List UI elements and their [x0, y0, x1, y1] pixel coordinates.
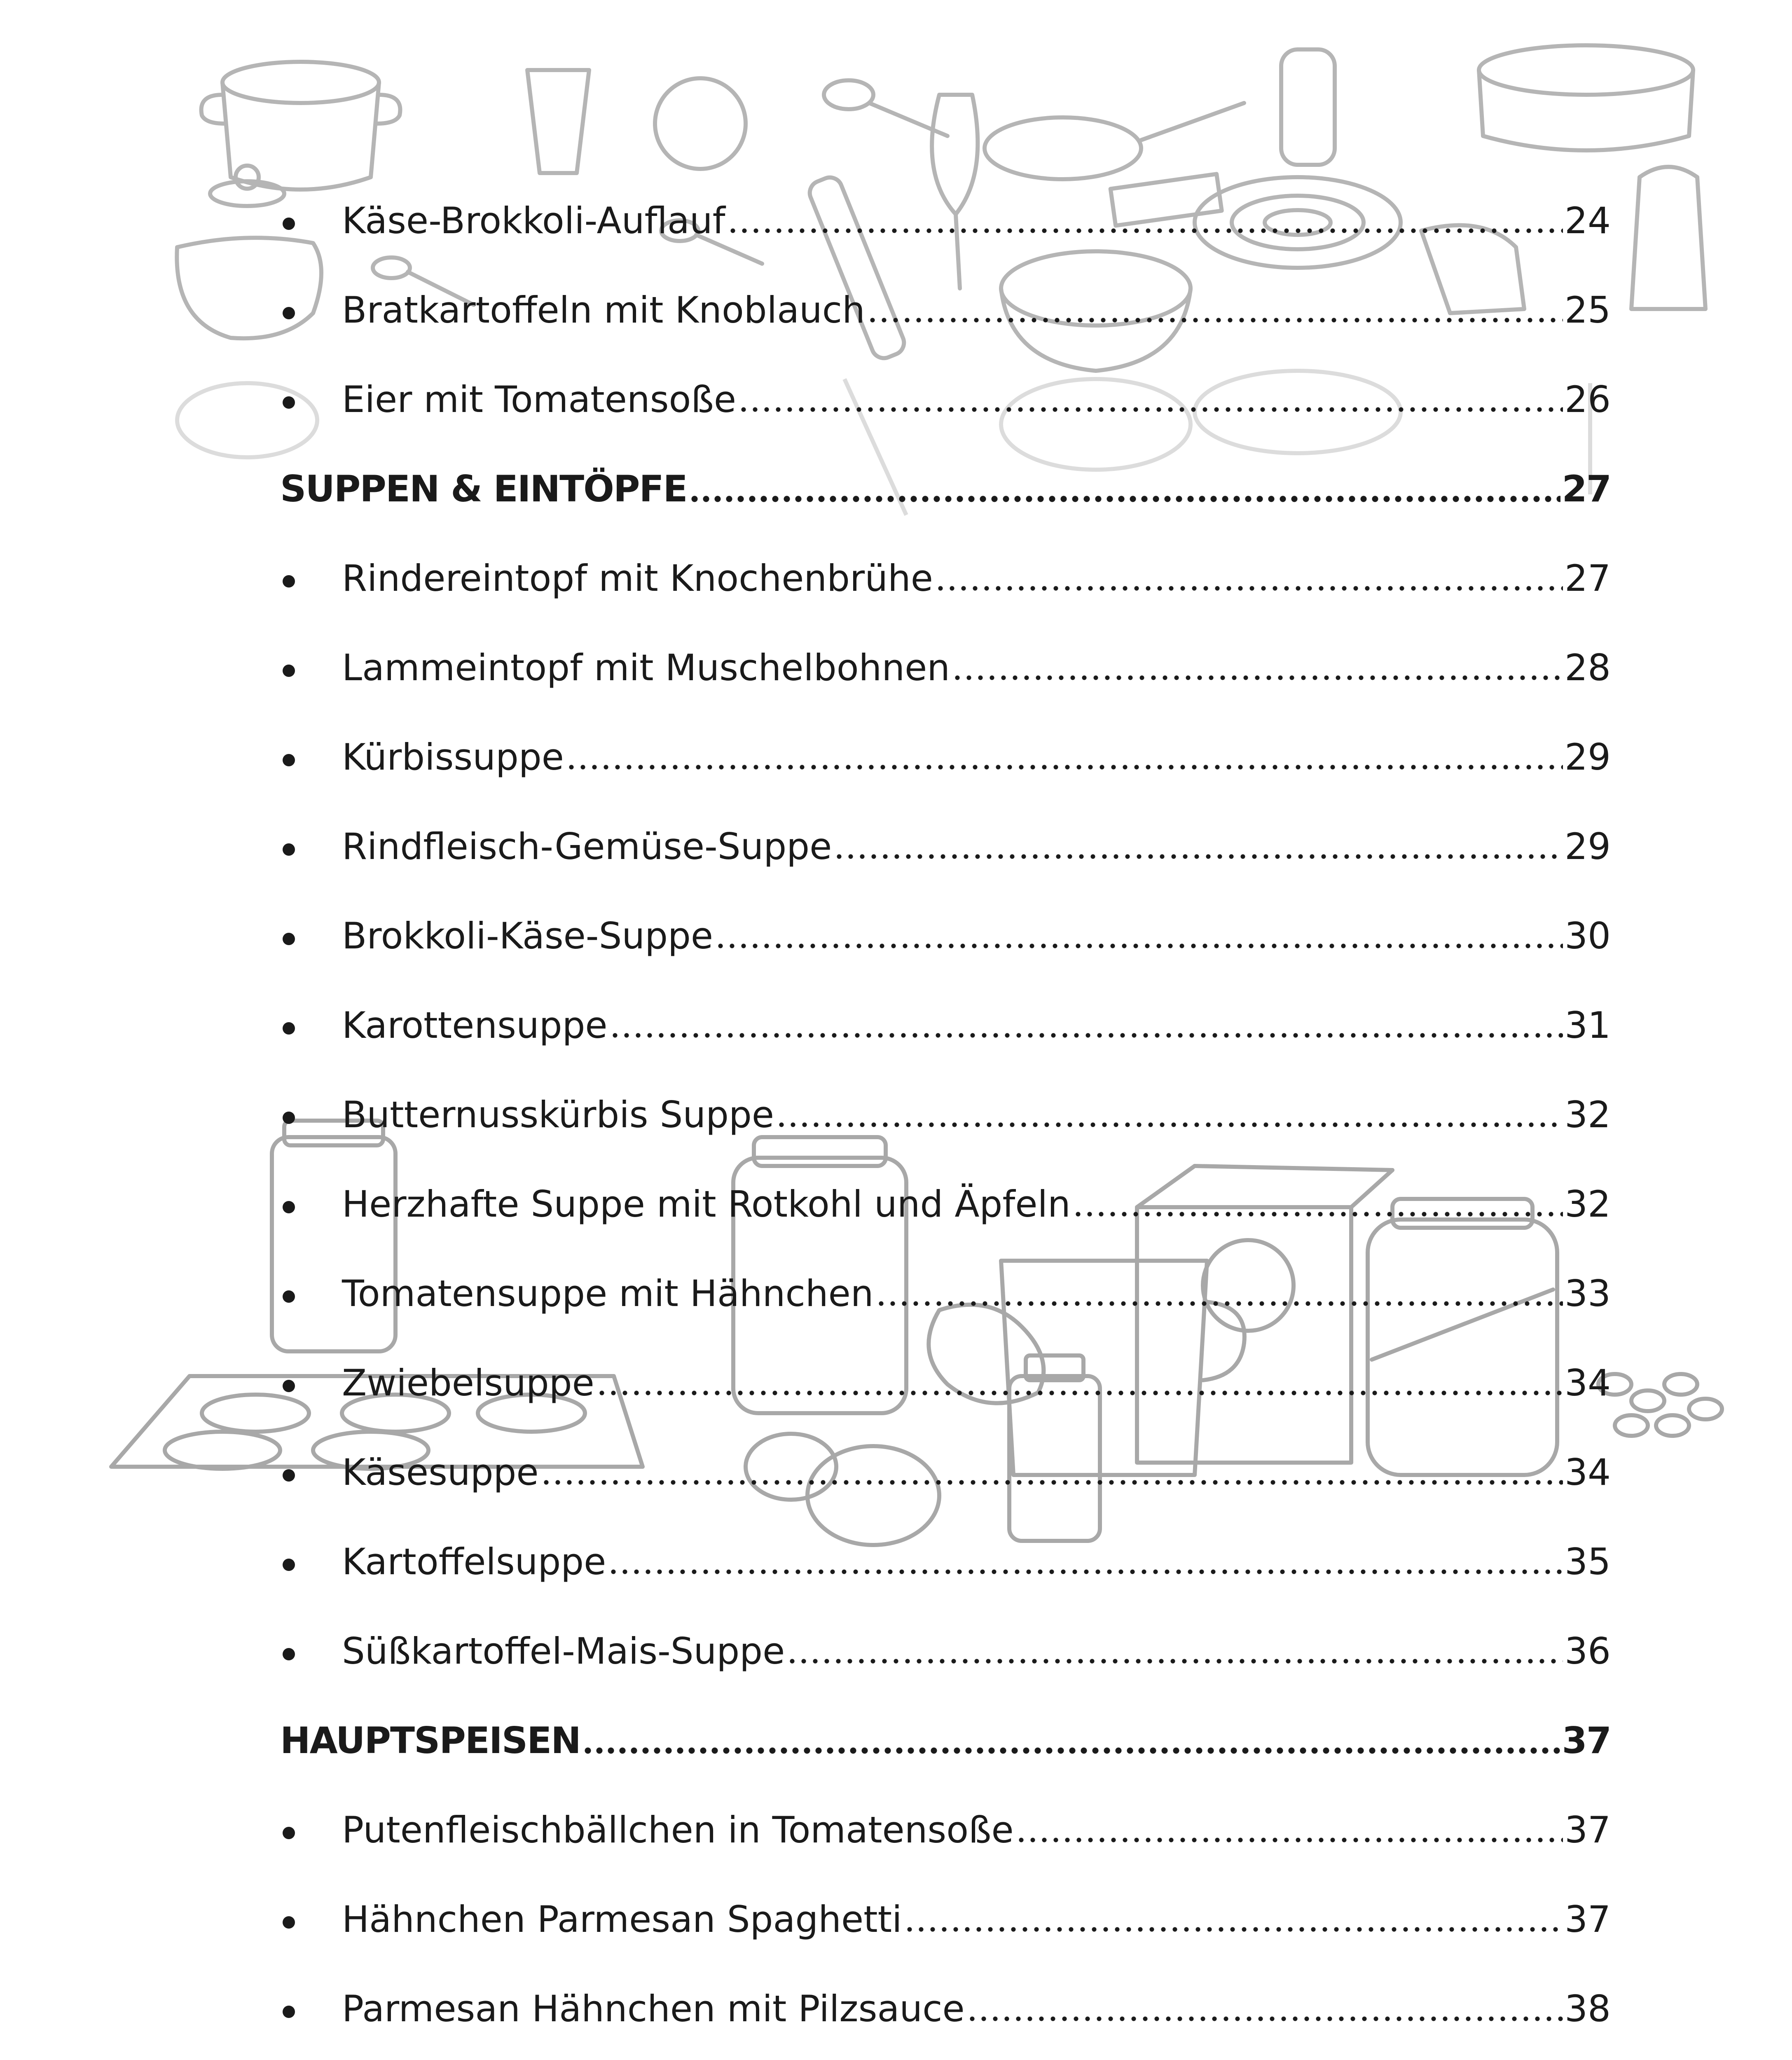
toc-entry-title: Käsesuppe — [342, 1451, 539, 1494]
dot-leader — [715, 942, 1563, 950]
bullet-icon — [283, 1112, 295, 1124]
bullet-icon — [283, 843, 295, 856]
toc-entry-title: Bratkartoffeln mit Knoblauch — [342, 289, 865, 331]
toc-entry-page: 25 — [1565, 289, 1611, 331]
dot-leader — [786, 1657, 1563, 1665]
toc-entry[interactable] — [280, 2042, 1611, 2060]
toc-entry-page: 36 — [1565, 1630, 1611, 1672]
toc-entry[interactable] — [280, 1506, 1611, 1583]
toc-entry[interactable] — [280, 254, 1611, 331]
toc-entry[interactable] — [280, 344, 1611, 421]
bullet-icon — [283, 754, 295, 766]
bullet-icon — [283, 1201, 295, 1213]
bullet-icon — [283, 575, 295, 588]
toc-entry-page: 32 — [1565, 1093, 1611, 1136]
toc-entry-title: Karottensuppe — [342, 1004, 608, 1046]
toc-entry[interactable] — [280, 1774, 1611, 1851]
toc-entry-page: 37 — [1565, 1898, 1611, 1941]
toc-entry[interactable] — [280, 880, 1611, 957]
toc-section-heading[interactable] — [280, 433, 1611, 510]
toc-entry[interactable] — [280, 1327, 1611, 1404]
toc-entry-title: Parmesan Hähnchen mit Pilzsauce — [342, 1987, 965, 2030]
toc-entry[interactable] — [280, 1148, 1611, 1225]
dot-leader — [540, 1478, 1563, 1486]
toc-section-page: 27 — [1562, 468, 1611, 510]
bullet-icon — [283, 1827, 295, 1839]
bullet-icon — [283, 1648, 295, 1660]
toc-entry-title: Tomatensuppe mit Hähnchen — [342, 1272, 874, 1315]
toc-entry-title: Kartoffelsuppe — [342, 1540, 606, 1583]
toc-entry-page: 29 — [1565, 736, 1611, 778]
toc-entry[interactable] — [280, 1238, 1611, 1315]
toc-entry-page: 32 — [1565, 1183, 1611, 1225]
toc-entry-page: 26 — [1565, 378, 1611, 421]
bullet-icon — [283, 218, 295, 230]
toc-section-title: SUPPEN & EINTÖPFE — [280, 468, 687, 510]
dot-leader — [566, 763, 1563, 771]
toc-entry-title: Süßkartoffel-Mais-Suppe — [342, 1630, 785, 1672]
toc-entry-page: 33 — [1565, 1272, 1611, 1315]
toc-entry-title: Rindfleisch-Gemüse-Suppe — [342, 825, 832, 868]
dot-leader — [608, 1568, 1563, 1576]
bullet-icon — [283, 307, 295, 319]
bullet-icon — [283, 933, 295, 945]
toc-entry-title: Butternusskürbis Suppe — [342, 1093, 774, 1136]
toc-entry-page: 34 — [1565, 1362, 1611, 1404]
toc-entry-page: 34 — [1565, 1451, 1611, 1494]
bullet-icon — [283, 1916, 295, 1929]
bullet-icon — [283, 1469, 295, 1482]
dot-leader — [867, 316, 1563, 324]
toc-entry-title: Lammeintopf mit Muschelbohnen — [342, 646, 950, 689]
toc-section-title: HAUPTSPEISEN — [280, 1719, 580, 1762]
dot-leader — [904, 1925, 1563, 1934]
toc-entry[interactable] — [280, 1416, 1611, 1494]
dot-leader — [738, 405, 1563, 414]
toc-entry[interactable] — [280, 969, 1611, 1044]
bullet-icon — [283, 1380, 295, 1392]
dot-leader — [1015, 1836, 1563, 1844]
toc-entry-title: Putenfleischbällchen in Tomatensoße — [342, 1809, 1014, 1851]
bullet-icon — [283, 1559, 295, 1571]
toc-entry[interactable] — [280, 791, 1611, 868]
dot-leader — [935, 584, 1563, 592]
toc-entry[interactable] — [280, 612, 1611, 689]
toc-entry[interactable] — [280, 522, 1611, 597]
toc-entry-page: 29 — [1565, 825, 1611, 868]
dot-leader — [727, 227, 1563, 235]
dot-leader — [952, 674, 1563, 682]
dot-leader — [833, 852, 1563, 861]
toc-entry[interactable] — [280, 1953, 1611, 2030]
bullet-icon — [283, 2006, 295, 2018]
toc-entry-page: 24 — [1565, 199, 1611, 242]
toc-entry-title: Kürbissuppe — [342, 736, 564, 778]
toc-entry-page: 30 — [1565, 915, 1611, 957]
toc-entry-page: 38 — [1565, 1987, 1611, 2030]
toc-entry-page: 28 — [1565, 646, 1611, 689]
toc-section-heading[interactable] — [280, 1685, 1611, 1762]
dot-leader — [966, 2015, 1563, 2023]
toc-entry[interactable] — [280, 165, 1611, 242]
dot-leader — [776, 1121, 1563, 1129]
toc-entry-page: 27 — [1565, 557, 1611, 599]
toc-entry-title: Eier mit Tomatensoße — [342, 378, 736, 421]
dot-leader — [609, 1031, 1563, 1039]
toc-entry-title: Käse-Brokkoli-Auflauf — [342, 199, 725, 242]
toc-entry-page: 37 — [1565, 1809, 1611, 1851]
toc-section-page: 37 — [1562, 1719, 1611, 1762]
bullet-icon — [283, 665, 295, 677]
dot-leader — [582, 1746, 1560, 1755]
toc-entry-title: Rindereintopf mit Knochenbrühe — [342, 557, 933, 599]
bullet-icon — [283, 1290, 295, 1303]
dot-leader — [1072, 1210, 1563, 1218]
bullet-icon — [283, 1022, 295, 1035]
dot-leader — [596, 1389, 1563, 1397]
toc-entry-page: 31 — [1565, 1004, 1611, 1046]
toc-entry-title: Herzhafte Suppe mit Rotkohl und Äpfeln — [342, 1183, 1071, 1225]
toc-entry[interactable] — [280, 1595, 1611, 1672]
toc-entry-title: Hähnchen Parmesan Spaghetti — [342, 1898, 902, 1941]
toc-entry-page: 35 — [1565, 1540, 1611, 1583]
dot-leader — [689, 495, 1560, 503]
toc-entry[interactable] — [280, 1863, 1611, 1941]
dot-leader — [875, 1299, 1563, 1308]
bullet-icon — [283, 396, 295, 409]
toc-entry[interactable] — [280, 701, 1611, 778]
toc-entry-title: Brokkoli-Käse-Suppe — [342, 915, 714, 957]
toc-entry-title: Zwiebelsuppe — [342, 1362, 594, 1404]
toc-entry[interactable] — [280, 1059, 1611, 1136]
